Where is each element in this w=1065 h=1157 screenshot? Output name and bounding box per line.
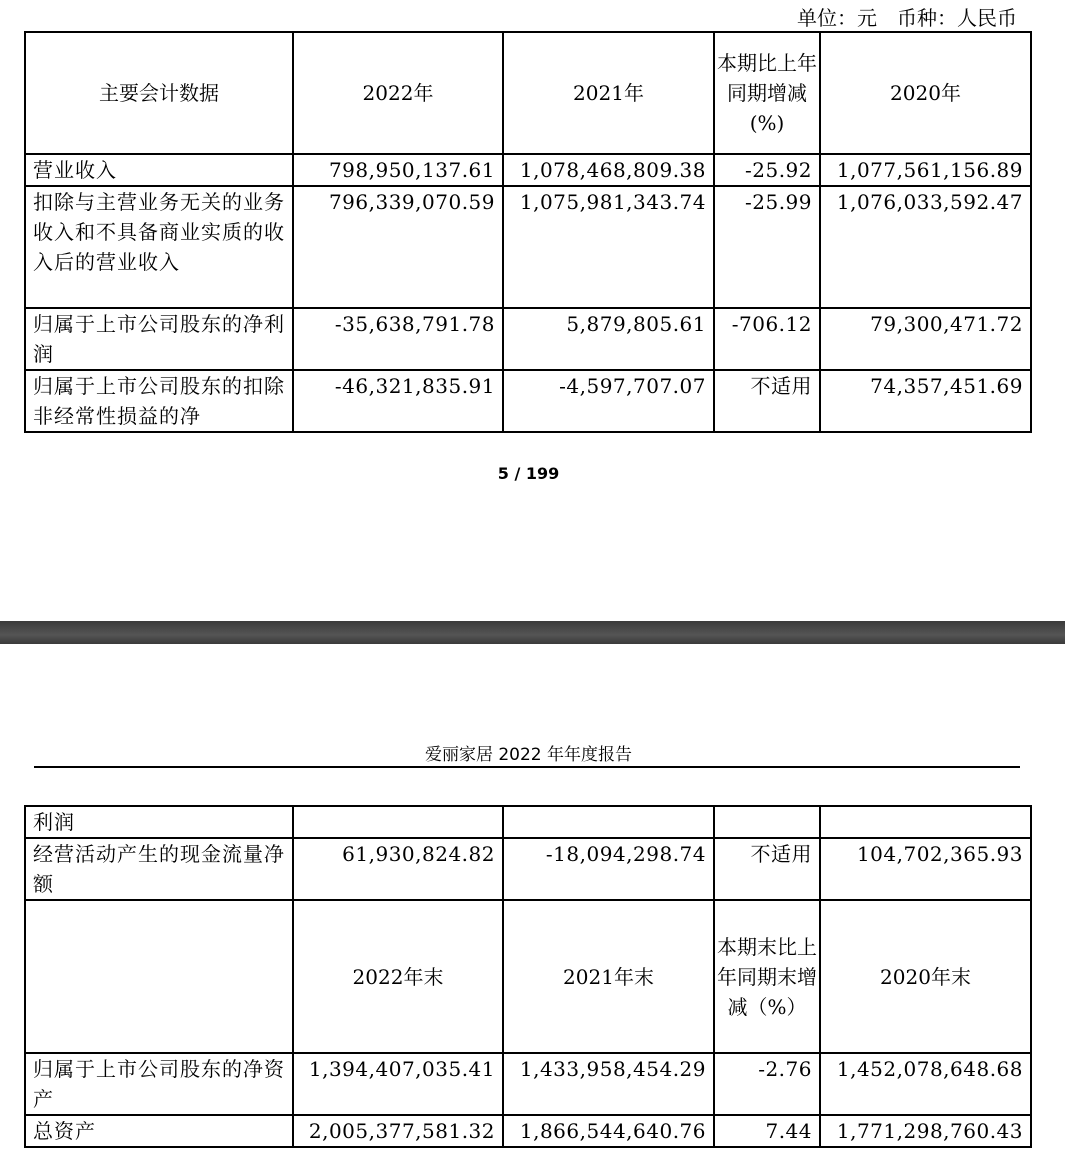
row-label: 归属于上市公司股东的扣除非经常性损益的净	[25, 370, 293, 432]
value-2020: 1,452,078,648.68	[820, 1053, 1031, 1115]
header-main-data: 主要会计数据	[25, 32, 293, 154]
row-label: 总资产	[25, 1115, 293, 1147]
header-2021-end: 2021年末	[503, 900, 714, 1053]
header-period-end-change: 本期末比上年同期末增减（%）	[714, 900, 820, 1053]
value-change: 7.44	[714, 1115, 820, 1147]
header-2022-end: 2022年末	[293, 900, 503, 1053]
value-2021: 5,879,805.61	[503, 308, 714, 370]
unit-currency-note: 单位：元 币种：人民币	[797, 6, 1017, 30]
table-row	[25, 806, 1031, 838]
value-2022: 1,394,407,035.41	[293, 1053, 503, 1115]
value-2021: 1,866,544,640.76	[503, 1115, 714, 1147]
value-2022: 798,950,137.61	[293, 154, 503, 186]
row-label: 扣除与主营业务无关的业务收入和不具备商业实质的收入后的营业收入	[25, 186, 293, 308]
value-change	[714, 806, 820, 838]
row-label: 经营活动产生的现金流量净额	[25, 838, 293, 900]
table-row	[25, 1115, 1031, 1147]
value-2022: 61,930,824.82	[293, 838, 503, 900]
value-2022: 2,005,377,581.32	[293, 1115, 503, 1147]
value-2021	[503, 806, 714, 838]
key-accounting-data-table	[24, 31, 1032, 433]
table-row	[25, 1053, 1031, 1115]
table-row	[25, 186, 1031, 308]
table-header-row	[25, 32, 1031, 154]
header-rule	[34, 766, 1020, 768]
page-separator	[0, 621, 1065, 644]
value-2021: 1,433,958,454.29	[503, 1053, 714, 1115]
value-2021: 1,078,468,809.38	[503, 154, 714, 186]
row-label: 归属于上市公司股东的净利润	[25, 308, 293, 370]
header-2020: 2020年	[820, 32, 1031, 154]
value-2022	[293, 806, 503, 838]
header-yoy-change: 本期比上年同期增减(%)	[714, 32, 820, 154]
value-2020: 1,077,561,156.89	[820, 154, 1031, 186]
value-2022: -46,321,835.91	[293, 370, 503, 432]
header-2020-end: 2020年末	[820, 900, 1031, 1053]
value-2020: 1,771,298,760.43	[820, 1115, 1031, 1147]
value-change: 不适用	[714, 370, 820, 432]
page-number: 5 / 199	[497, 464, 560, 483]
value-2021: -4,597,707.07	[503, 370, 714, 432]
table-row	[25, 308, 1031, 370]
value-2021: 1,075,981,343.74	[503, 186, 714, 308]
header-2021: 2021年	[503, 32, 714, 154]
value-change: -2.76	[714, 1053, 820, 1115]
value-change: -25.99	[714, 186, 820, 308]
value-2020: 104,702,365.93	[820, 838, 1031, 900]
header-blank	[25, 900, 293, 1053]
row-label: 营业收入	[25, 154, 293, 186]
header-2022: 2022年	[293, 32, 503, 154]
value-change: -706.12	[714, 308, 820, 370]
value-2022: -35,638,791.78	[293, 308, 503, 370]
table-header-row	[25, 900, 1031, 1053]
value-2020: 79,300,471.72	[820, 308, 1031, 370]
table-row	[25, 370, 1031, 432]
value-2022: 796,339,070.59	[293, 186, 503, 308]
key-accounting-data-table-continued	[24, 805, 1032, 1148]
value-change: 不适用	[714, 838, 820, 900]
value-2020	[820, 806, 1031, 838]
row-label: 利润	[25, 806, 293, 838]
table-row	[25, 154, 1031, 186]
table-row	[25, 838, 1031, 900]
value-2020: 1,076,033,592.47	[820, 186, 1031, 308]
value-2021: -18,094,298.74	[503, 838, 714, 900]
row-label: 归属于上市公司股东的净资产	[25, 1053, 293, 1115]
value-2020: 74,357,451.69	[820, 370, 1031, 432]
running-header: 爱丽家居 2022 年年度报告	[424, 745, 633, 765]
value-change: -25.92	[714, 154, 820, 186]
